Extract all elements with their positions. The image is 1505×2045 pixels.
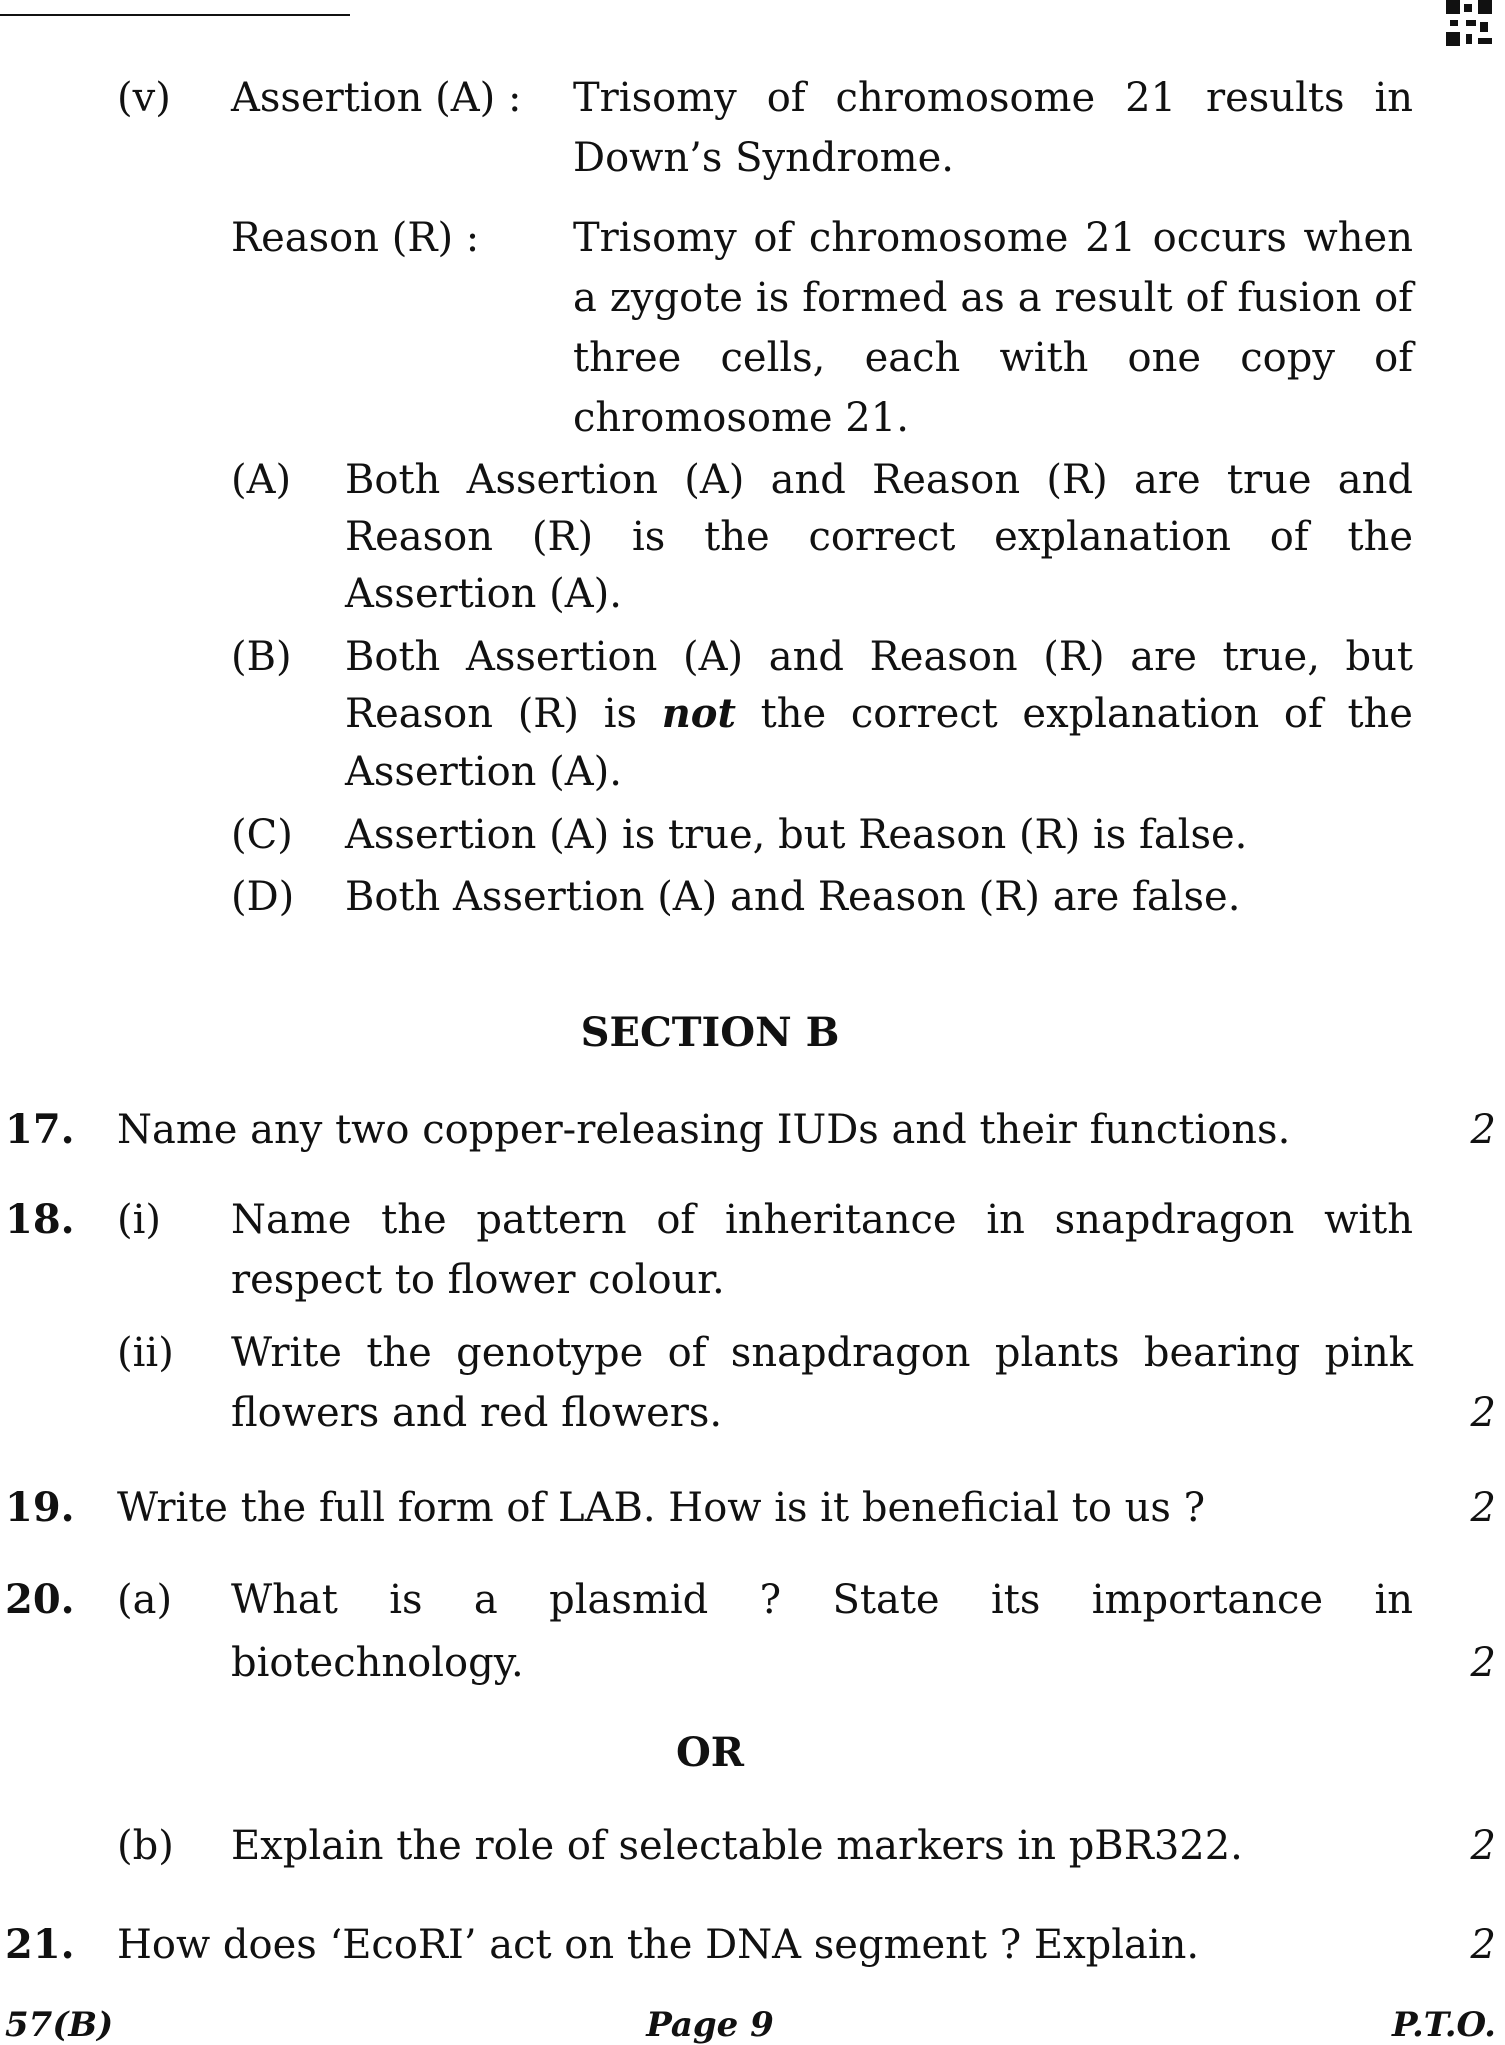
option-a-line-1: Both Assertion (A) and Reason (R) are true and xyxy=(345,457,1413,503)
top-rule xyxy=(0,14,350,16)
option-b-line-3: Assertion (A). xyxy=(345,749,622,795)
reason-line-3: three cells, each with one copy of xyxy=(573,335,1413,381)
subquestion-number: (v) xyxy=(117,75,171,121)
paper-code: 57(B) xyxy=(5,2005,114,2045)
question-number: 19. xyxy=(5,1484,75,1531)
question-text: Write the full form of LAB. How is it beneficial to us ? xyxy=(117,1485,1206,1531)
question-number: 21. xyxy=(5,1921,75,1968)
assertion-line-2: Down’s Syndrome. xyxy=(573,135,954,181)
reason-line-1: Trisomy of chromosome 21 occurs when xyxy=(573,215,1413,261)
marks: 2 xyxy=(1470,1823,1496,1869)
emphasis-not: not xyxy=(661,690,736,737)
q18-ii-line-2: flowers and red flowers. xyxy=(231,1390,723,1436)
subpart-label: (ii) xyxy=(117,1330,174,1376)
reason-line-2: a zygote is formed as a result of fusion of xyxy=(573,275,1413,321)
or-divider: OR xyxy=(675,1729,745,1776)
reason-line-4: chromosome 21. xyxy=(573,395,909,441)
q18-i-line-2: respect to flower colour. xyxy=(231,1257,725,1303)
question-number: 17. xyxy=(5,1106,75,1153)
option-b-line-2 xyxy=(345,684,1413,744)
option-a-line-3: Assertion (A). xyxy=(345,571,622,617)
option-label-a: (A) xyxy=(231,457,292,503)
qr-code-icon xyxy=(1446,0,1492,46)
option-b-line-1: Both Assertion (A) and Reason (R) are true, but xyxy=(345,634,1413,680)
q20-a-line-1: What is a plasmid ? State its importance in xyxy=(231,1577,1413,1623)
marks: 2 xyxy=(1470,1922,1496,1968)
marks: 2 xyxy=(1470,1640,1496,1686)
question-text: How does ‘EcoRI’ act on the DNA segment ? Explain. xyxy=(117,1922,1200,1968)
page-number: Page 9 xyxy=(646,2005,774,2045)
option-a-line-2: Reason (R) is the correct explanation of the xyxy=(345,514,1413,560)
reason-label: Reason (R) : xyxy=(231,215,480,261)
assertion-label: Assertion (A) : xyxy=(231,75,522,121)
question-number: 20. xyxy=(5,1576,75,1623)
option-label-b: (B) xyxy=(231,634,292,680)
option-d-text: Both Assertion (A) and Reason (R) are false. xyxy=(345,874,1241,920)
marks: 2 xyxy=(1470,1107,1496,1153)
question-number: 18. xyxy=(5,1196,75,1243)
subpart-label: (a) xyxy=(117,1577,173,1623)
marks: 2 xyxy=(1470,1485,1496,1531)
option-c-text: Assertion (A) is true, but Reason (R) is false. xyxy=(345,812,1248,858)
subpart-label: (b) xyxy=(117,1823,174,1869)
pto-label: P.T.O. xyxy=(1392,2005,1496,2045)
q20-b-text: Explain the role of selectable markers in pBR322. xyxy=(231,1823,1243,1869)
option-b-line-2-start: Reason (R) is xyxy=(345,691,638,737)
option-label-c: (C) xyxy=(231,812,293,858)
q18-i-line-1: Name the pattern of inheritance in snapdragon with xyxy=(231,1197,1413,1243)
question-text: Name any two copper-releasing IUDs and their functions. xyxy=(117,1107,1291,1153)
assertion-line-1: Trisomy of chromosome 21 results in xyxy=(573,75,1413,121)
marks: 2 xyxy=(1470,1390,1496,1436)
q18-ii-line-1: Write the genotype of snapdragon plants bearing pink xyxy=(231,1330,1413,1376)
option-label-d: (D) xyxy=(231,874,295,920)
subpart-label: (i) xyxy=(117,1197,162,1243)
q20-a-line-2: biotechnology. xyxy=(231,1640,524,1686)
option-b-line-2-end: the correct explanation of the xyxy=(760,691,1413,737)
section-title: SECTION B xyxy=(580,1009,840,1056)
